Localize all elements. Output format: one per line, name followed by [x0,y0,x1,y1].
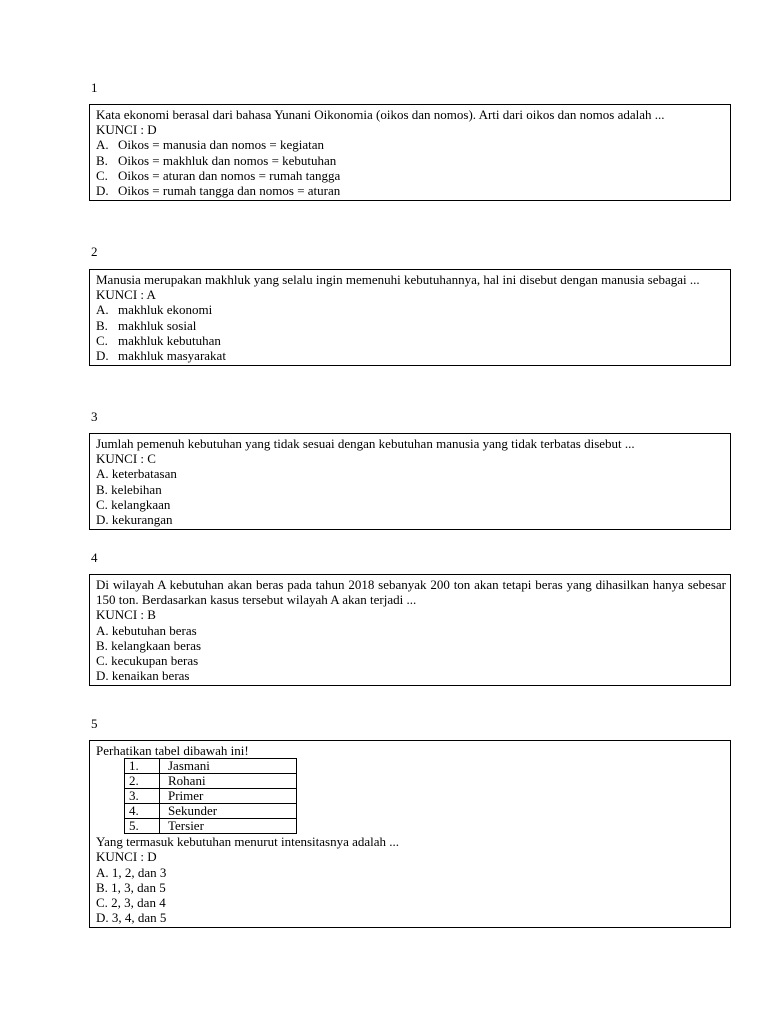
table-row: 1. Jasmani [125,759,297,774]
question-number-1: 1 [91,80,98,95]
option-a: A. 1, 2, dan 3 [96,864,167,880]
question-number-5: 5 [91,716,98,731]
option-b: B. Oikos = makhluk dan nomos = kebutuhan [96,152,337,168]
option-b: B. 1, 3, dan 5 [96,879,166,895]
question-box-1 [89,104,731,201]
question-box-4 [89,574,731,686]
option-c: C. 2, 3, dan 4 [96,895,166,911]
option-c: C. makhluk kebutuhan [96,332,221,348]
question-box-5 [89,740,731,928]
option-d: D. Oikos = rumah tangga dan nomos = aturan [96,183,341,199]
question-box-3 [89,433,731,530]
table-row: 4. Sekunder [125,804,297,819]
option-a: A. kebutuhan beras [96,622,197,638]
question-number-4: 4 [91,550,98,565]
option-c: C. kelangkaan [96,496,171,512]
question-intro: Perhatikan tabel dibawah ini! [96,743,249,758]
table-row: 3. Primer [125,789,297,804]
option-b: B. kelebihan [96,481,162,497]
option-c: C. kecukupan beras [96,653,199,669]
option-c: C. Oikos = aturan dan nomos = rumah tangga [96,167,341,183]
answer-key: KUNCI : B [96,607,156,623]
option-d: D. 3, 4, dan 5 [96,910,167,926]
answer-key: KUNCI : D [96,849,157,865]
option-b: B. kelangkaan beras [96,637,202,653]
question-box-2 [89,269,731,366]
option-a: A. keterbatasan [96,466,177,482]
question-number-2: 2 [91,244,98,259]
table-row: 2. Rohani [125,774,297,789]
answer-key: KUNCI : D [96,122,157,138]
needs-table [124,758,297,834]
option-b: B. makhluk sosial [96,317,197,333]
question-stem: Yang termasuk kebutuhan menurut intensitasnya adalah ... [96,834,400,850]
answer-key: KUNCI : A [96,287,156,303]
option-a: A. Oikos = manusia dan nomos = kegiatan [96,137,325,153]
table-row: 5. Tersier [125,819,297,834]
option-d: D. kenaikan beras [96,668,190,684]
question-stem: Di wilayah A kebutuhan akan beras pada tahun 2018 sebanyak 200 ton akan tetapi beras yang dihasilkan hanya sebesar 150 ton. Berdasarkan kasus tersebut wilayah A akan terjadi ... [96,577,726,608]
question-stem: Manusia merupakan makhluk yang selalu ingin memenuhi kebutuhannya, hal ini disebut dengan manusia sebagai ... [96,272,700,287]
answer-key: KUNCI : C [96,451,156,467]
option-d: D. kekurangan [96,512,173,528]
option-a: A. makhluk ekonomi [96,302,213,318]
question-stem: Jumlah pemenuh kebutuhan yang tidak sesuai dengan kebutuhan manusia yang tidak terbatas disebut ... [96,436,635,451]
option-d: D. makhluk masyarakat [96,348,226,364]
question-stem: Kata ekonomi berasal dari bahasa Yunani Oikonomia (oikos dan nomos). Arti dari oikos dan nomos adalah ... [96,107,665,122]
question-number-3: 3 [91,409,98,424]
